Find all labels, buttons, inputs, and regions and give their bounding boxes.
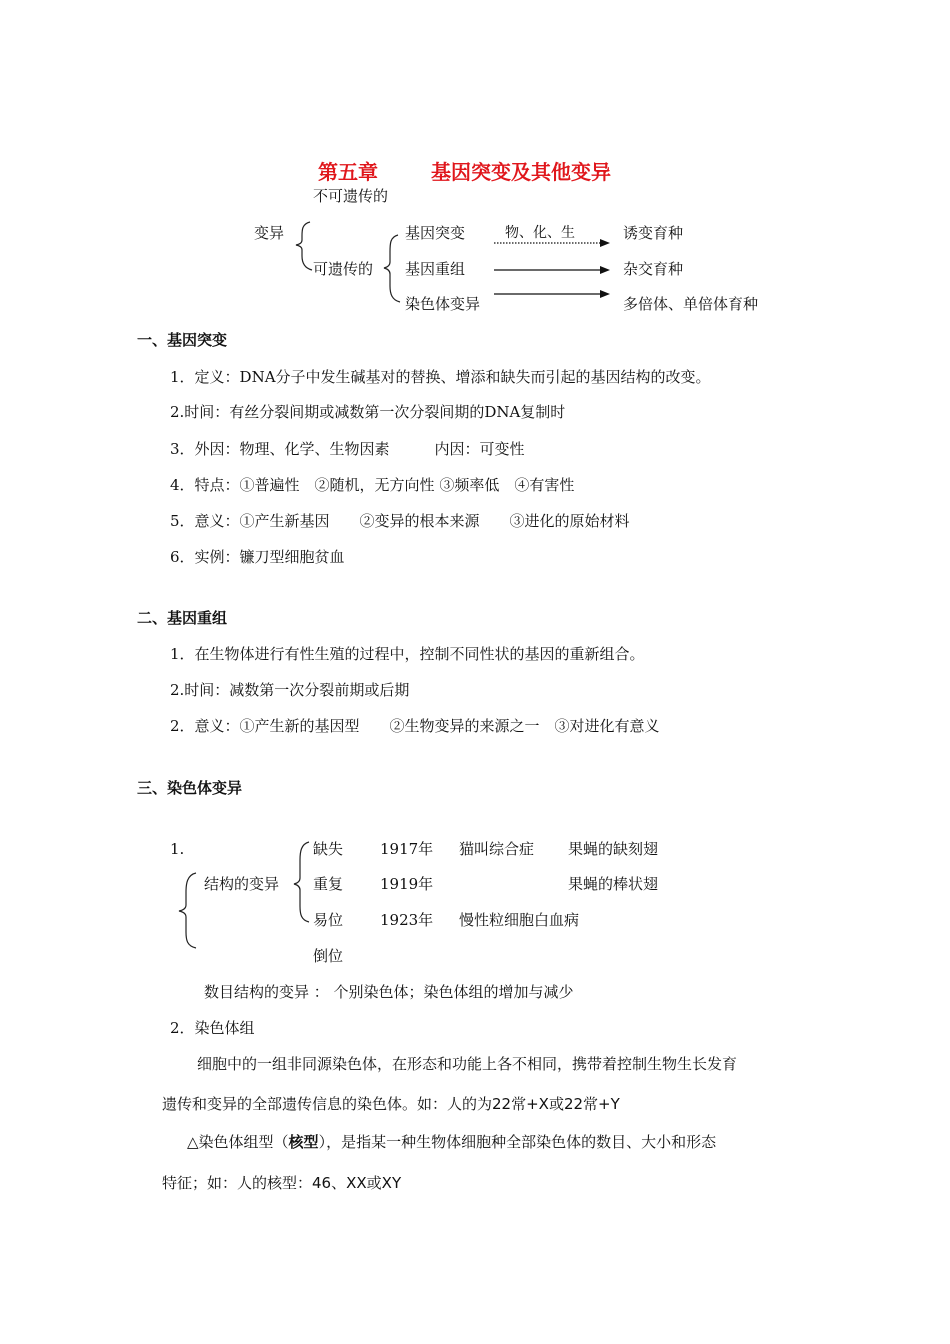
human-genome-male-female-a: 22常+X bbox=[492, 1095, 549, 1113]
genome-definition-line1: 细胞中的一组非同源染色体，在形态和功能上各不相同，携带着控制生物生长发育 bbox=[197, 1055, 738, 1073]
karyotype-example-text: 特征；如：人的核型： bbox=[162, 1174, 313, 1192]
or-word: 或 bbox=[548, 1095, 564, 1113]
overview-type-chromosome: 染色体变异 bbox=[405, 295, 481, 313]
kind-duplication: 重复 bbox=[313, 875, 344, 893]
arrowhead-chromosome bbox=[600, 290, 610, 298]
overview-breeding-recombination: 杂交育种 bbox=[623, 260, 684, 278]
karyotype-definition-line1 bbox=[187, 1135, 716, 1150]
section3-heading: 三、染色体变异 bbox=[137, 779, 243, 797]
section1-item-1: 1．定义：DNA分子中发生碱基对的替换、增添和缺失而引起的基因结构的改变。 bbox=[170, 368, 711, 386]
karyotype-term: 核型 bbox=[288, 1133, 319, 1151]
chapter-number: 第五章 bbox=[318, 160, 378, 184]
section2-heading: 二、基因重组 bbox=[137, 609, 228, 627]
outer-brace bbox=[179, 873, 196, 948]
human-karyotype-b: XY bbox=[381, 1174, 402, 1192]
kind-translocation: 易位 bbox=[313, 911, 344, 929]
year-duplication: 1919年 bbox=[380, 875, 434, 893]
heritable-label: 可遗传的 bbox=[313, 260, 374, 278]
example-duplication: 果蝇的棒状翅 bbox=[568, 875, 659, 893]
genome-definition-line2 bbox=[162, 1097, 620, 1112]
arrowhead-recombination bbox=[600, 266, 610, 274]
section3-number: 1. bbox=[170, 840, 185, 858]
overview-type-recombination: 基因重组 bbox=[405, 260, 466, 278]
section1-heading: 一、基因突变 bbox=[137, 331, 228, 349]
year-translocation: 1923年 bbox=[380, 911, 434, 929]
arrowhead-mutation bbox=[600, 239, 610, 247]
chapter-title: 基因突变及其他变异 bbox=[431, 160, 611, 184]
section2-item-1: 1．在生物体进行有性生殖的过程中，控制不同性状的基因的重新组合。 bbox=[170, 645, 645, 663]
karyotype-definition-line2 bbox=[162, 1176, 401, 1191]
example-deletion: 果蝇的缺刻翅 bbox=[568, 840, 659, 858]
karyotype-or-word: 或 bbox=[366, 1174, 382, 1192]
section2-item-3: 2．意义：①产生新的基因型 ②生物变异的来源之一 ③对进化有意义 bbox=[170, 717, 660, 735]
numerical-variation: 数目结构的变异 ： 个别染色体；染色体组的增加与减少 bbox=[204, 983, 574, 1001]
kind-deletion: 缺失 bbox=[313, 840, 344, 858]
section1-item-6: 6．实例：镰刀型细胞贫血 bbox=[170, 548, 345, 566]
overview-breeding-mutation: 诱变育种 bbox=[623, 224, 684, 242]
kind-inversion: 倒位 bbox=[313, 947, 344, 965]
section3-item-2-title: 2．染色体组 bbox=[170, 1019, 255, 1037]
genome-definition-text: 遗传和变异的全部遗传信息的染色体。如：人的为 bbox=[162, 1095, 493, 1113]
variation-label: 变异 bbox=[254, 224, 285, 242]
disease-translocation: 慢性粒细胞白血病 bbox=[459, 911, 580, 929]
year-deletion: 1917年 bbox=[380, 840, 434, 858]
variation-brace bbox=[296, 222, 312, 270]
karyotype-pre: △染色体组型（ bbox=[187, 1133, 289, 1151]
section1-item-5: 5．意义：①产生新基因 ②变异的根本来源 ③进化的原始材料 bbox=[170, 512, 630, 530]
section1-item-2: 2.时间：有丝分裂间期或减数第一次分裂间期的DNA复制时 bbox=[170, 403, 566, 421]
heritable-brace bbox=[384, 235, 400, 302]
human-karyotype-a: 46、XX bbox=[312, 1174, 367, 1192]
overview-cause-mutation: 物、化、生 bbox=[505, 225, 575, 241]
structural-brace bbox=[294, 842, 309, 922]
overview-breeding-chromosome: 多倍体、单倍体育种 bbox=[623, 295, 759, 313]
human-genome-b: 22常+Y bbox=[563, 1095, 620, 1113]
non-heritable-label: 不可遗传的 bbox=[313, 187, 389, 205]
section1-item-3: 3．外因：物理、化学、生物因素 内因：可变性 bbox=[170, 440, 525, 458]
karyotype-post: ），是指某一种生物体细胞种全部染色体的数目、大小和形态 bbox=[318, 1133, 717, 1151]
structural-variation-label: 结构的变异 bbox=[204, 875, 280, 893]
disease-deletion: 猫叫综合症 bbox=[459, 840, 535, 858]
section2-item-2: 2.时间：减数第一次分裂前期或后期 bbox=[170, 681, 410, 699]
overview-type-mutation: 基因突变 bbox=[405, 224, 466, 242]
section1-item-4: 4．特点：①普遍性 ②随机，无方向性 ③频率低 ④有害性 bbox=[170, 476, 575, 494]
